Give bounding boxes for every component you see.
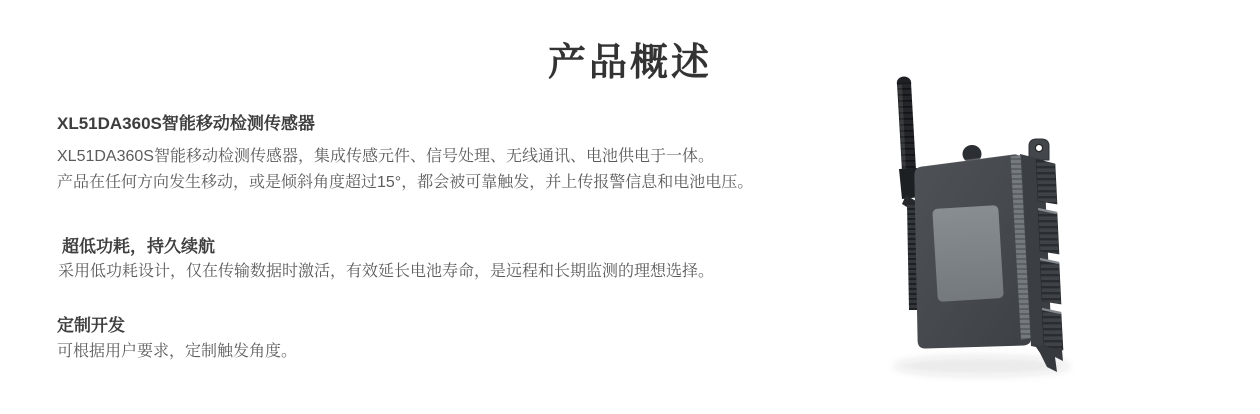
section-lowpower-paragraph <box>58 259 714 285</box>
page-title: 产品概述 <box>547 42 712 84</box>
paragraph-line: 产品在任何方向发生移动，或是倾斜角度超过15°，都会被可靠触发，并上传报警信息和电池电压。 <box>57 174 754 191</box>
paragraph-line: XL51DA360S智能移动检测传感器，集成传感元件、信号处理、无线通讯、电池供电于一体。 <box>57 148 714 165</box>
section-custom-paragraph <box>57 339 297 365</box>
device-mounting-lug <box>1029 139 1049 160</box>
paragraph-line: 可根据用户要求，定制触发角度。 <box>57 343 298 360</box>
section-custom-heading: 定制开发 <box>57 316 125 335</box>
section-lowpower-heading: 超低功耗，持久续航 <box>62 237 215 256</box>
device-label-plate <box>932 205 1004 302</box>
paragraph-line: 采用低功耗设计，仅在传输数据时激活，有效延长电池寿命，是远程和长期监测的理想选择。 <box>58 263 715 280</box>
section-product-paragraph <box>57 144 753 196</box>
section-product-heading: XL51DA360S智能移动检测传感器 <box>57 114 315 133</box>
product-image <box>850 58 1080 398</box>
